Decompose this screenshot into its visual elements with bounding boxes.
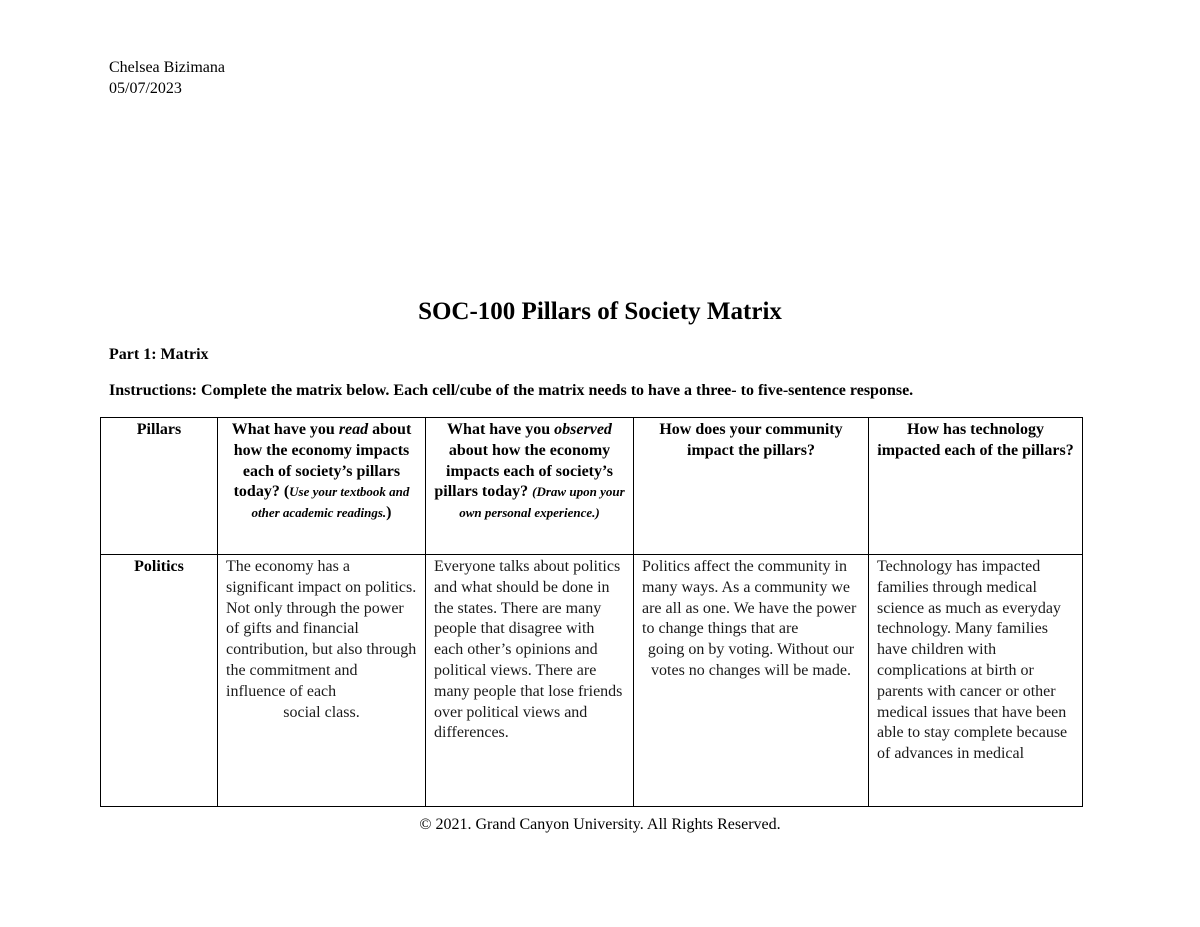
cell-politics-observed: Everyone talks about politics and what should be done in the states. There are many people that disagree with each other’s opinions and political views. There are many people that lose friends over political views and differences.	[426, 555, 634, 807]
header-observed-note: (Draw upon your own personal experience.)	[459, 484, 625, 521]
header-observed-em: observed	[554, 421, 612, 438]
header-read-note: Use your textbook and other academic readings.	[251, 484, 410, 521]
document-title: SOC-100 Pillars of Society Matrix	[418, 298, 782, 325]
table-row	[101, 555, 1083, 807]
author-name: Chelsea Bizimana	[109, 59, 225, 76]
header-observed-prefix: What have you	[447, 421, 555, 438]
header-community: How does your community impact the pillars?	[634, 418, 869, 555]
header-technology: How has technology impacted each of the pillars?	[869, 418, 1083, 555]
instructions-text: Instructions: Complete the matrix below. Each cell/cube of the matrix needs to have a three- to five-sentence response.	[109, 382, 914, 399]
header-observed	[426, 418, 634, 555]
pillars-matrix-table	[100, 417, 1083, 807]
cell-politics-read-main: The economy has a significant impact on politics. Not only through the power of gifts and financial contribution, but also through the commitment and influence of each	[226, 558, 417, 700]
header-read-prefix: What have you	[231, 421, 339, 438]
pillar-politics: Politics	[101, 555, 218, 807]
header-read	[218, 418, 426, 555]
cell-politics-read	[218, 555, 426, 807]
cell-politics-technology: Technology has impacted families through medical science as much as everyday technology. Many families have children with complications at birth or parents with cancer or other medical issues that have been able to stay complete because of advances in medical	[869, 555, 1083, 807]
header-pillars: Pillars	[101, 418, 218, 555]
author-date: 05/07/2023	[109, 80, 182, 97]
cell-politics-community	[634, 555, 869, 807]
author-block	[109, 57, 225, 99]
table-header-row	[101, 418, 1083, 555]
part-label: Part 1: Matrix	[109, 346, 209, 363]
cell-politics-community-tail: going on by voting. Without our votes no changes will be made.	[647, 641, 855, 679]
header-read-suffix: about how the economy impacts each of society’s pillars today? (	[233, 421, 412, 501]
header-read-em: read	[338, 421, 369, 438]
header-observed-suffix: about how the economy impacts each of society’s pillars today?	[434, 441, 613, 501]
cell-politics-community-main: Politics affect the community in many ways. As a community we are all as one. We have the power to change things that are	[642, 558, 857, 638]
cell-politics-read-tail: social class.	[283, 703, 360, 721]
header-read-close: )	[386, 504, 392, 522]
copyright-footer: © 2021. Grand Canyon University. All Rights Reserved.	[419, 816, 781, 833]
